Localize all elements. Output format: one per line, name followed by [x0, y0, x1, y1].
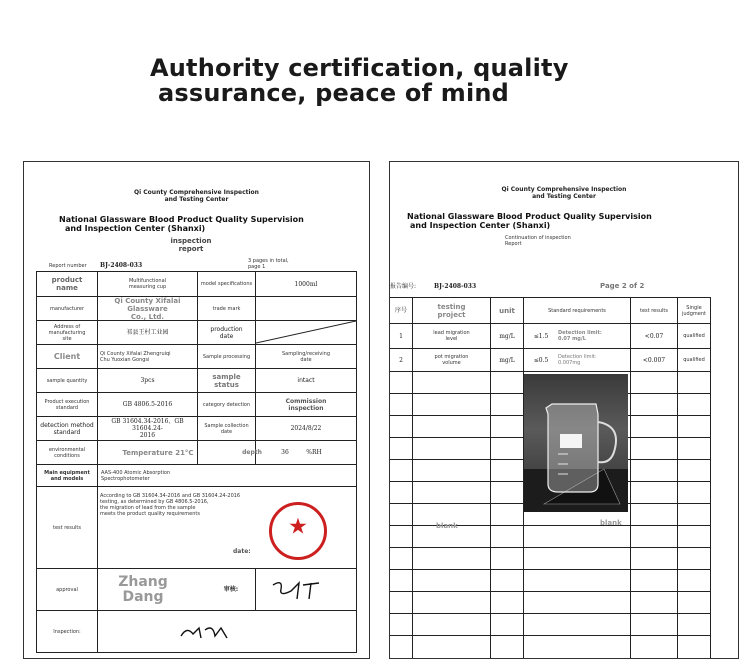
client: Qi County Xifalai Zhengruiqi Chu Yuoxian Gongsi: [100, 350, 171, 363]
model-label: model specifications: [200, 281, 253, 287]
test-results-label: test results: [53, 524, 81, 531]
col-result: test results: [640, 307, 668, 314]
humidity-label: depth: [242, 449, 262, 456]
center-title-line-2: and Inspection Center (Shanxi): [410, 221, 551, 230]
org-line-2: and Testing Center: [532, 193, 596, 200]
equipment: AAS-400 Atomic Absorption Spectrophotometer: [101, 469, 171, 482]
row-1-requirement: ≤1.5: [533, 332, 549, 340]
manufacturer-label: manufacturer: [49, 305, 85, 312]
humidity-unit: %RH: [306, 449, 322, 456]
humidity-value: 36: [281, 449, 289, 456]
org-name: [24, 189, 369, 203]
slash-mark: [256, 321, 356, 344]
sample-no-label: Sample processing: [202, 353, 251, 360]
product-standard: GB 4806.5-2016: [122, 401, 173, 408]
blank-left: blank: [436, 522, 458, 530]
product-standard-label: Product execution standard: [44, 398, 90, 411]
report-type: inspection report: [170, 237, 212, 253]
headline-line-2: assurance, peace of mind: [158, 79, 510, 107]
col-no: 序号: [394, 307, 407, 314]
inspection-label: Inspection:: [53, 628, 81, 635]
row-2-no: 2: [399, 356, 403, 364]
equipment-label: Main equipment and models: [44, 469, 90, 482]
production-date-label: production date: [210, 325, 243, 340]
reviewer-signature: [269, 577, 329, 602]
center-title-line-1: National Glassware Blood Product Quality Supervision: [407, 212, 652, 221]
category-label: category detection: [202, 401, 251, 408]
row-1-unit: mg/L: [499, 332, 515, 340]
row-2-item: pot migration volume: [434, 354, 469, 366]
col-requirement: Standard requirements: [548, 307, 606, 314]
page-indicator: Page 2 of 2: [600, 282, 645, 290]
collection-date-label: Sample collection date: [204, 422, 249, 435]
official-seal: ★: [269, 502, 327, 560]
environment-label: environmental conditions: [48, 446, 86, 459]
center-title-line-2: and Inspection Center (Shanxi): [65, 224, 206, 233]
inspection-report-page-2: [389, 161, 739, 659]
row-2-result: <0.007: [642, 356, 666, 364]
sample-status: intact: [297, 377, 315, 384]
category: Commission inspection: [285, 397, 327, 412]
org-line-1: Qi County Comprehensive Inspection: [134, 189, 259, 196]
quantity-label: sample quantity: [46, 377, 88, 384]
row-2-judgment: qualified: [683, 357, 705, 363]
headline-line-1: Authority certification, quality: [150, 54, 569, 82]
blank-right: blank: [600, 519, 622, 527]
trademark-label: trade mark: [212, 305, 241, 312]
site-address: 祁县王村工业园: [126, 329, 169, 336]
col-unit: unit: [499, 306, 515, 315]
continuation-note: Continuation of inspection Report: [505, 235, 571, 247]
product-name: Multifunctional measuring cup: [128, 278, 167, 290]
client-label: Client: [53, 352, 81, 361]
detection-method: GB 31604.34-2016、GB 31604.24- 2016: [111, 418, 184, 439]
row-1-no: 1: [399, 332, 403, 340]
org-line-1: Qi County Comprehensive Inspection: [501, 186, 627, 193]
measuring-cup-illustration: [524, 374, 628, 512]
test-results-text: According to GB 31604.34-2016 and GB 31604.24-2016 testing, as determined by GB 4806.5-2016, the migration of lead from the sample meets the product quality requirements: [100, 493, 241, 517]
date-label: date:: [233, 548, 251, 555]
report-no: BJ-2408-033: [100, 262, 143, 269]
site-address-label: Address of manufacturing site: [48, 323, 86, 342]
org-line-2: and Testing Center: [164, 196, 229, 203]
center-title: [59, 215, 304, 233]
temperature: Temperature 21°C: [122, 448, 194, 457]
col-judgment: Single judgment: [682, 304, 706, 317]
report-no-label: Report number: [49, 263, 87, 269]
headline: [150, 56, 569, 106]
row-1-result: <0.07: [644, 332, 664, 340]
approval-label: approval: [56, 586, 78, 593]
manufacturer: Qi County Xifalai Glassware Co., Ltd.: [114, 296, 181, 321]
sample-photo: [524, 374, 628, 512]
report-table: [36, 271, 357, 653]
org-name-2: [390, 186, 738, 200]
center-title-2: [407, 212, 652, 230]
sample-status-label: sample status: [212, 372, 241, 389]
report-no-label-2: 报告编号:: [390, 283, 417, 290]
row-2-requirement: ≤0.5: [533, 356, 549, 364]
row-1-judgment: qualified: [683, 333, 705, 339]
sample-no-note: Sampling/receiving date: [281, 350, 330, 363]
center-title-line-1: National Glassware Blood Product Quality Supervision: [59, 215, 304, 224]
row-1-limit: Detection limit: 0.07 mg/L: [558, 330, 602, 342]
inspection-report-page-1: [23, 161, 370, 659]
detection-method-label: detection method standard: [40, 421, 94, 436]
row-2-unit: mg/L: [499, 356, 515, 364]
row-1-item: lead migration level: [433, 330, 470, 342]
model-value: 1000ml: [294, 280, 318, 288]
approval-name: Zhang Dang: [118, 573, 168, 605]
review-label: 审核:: [223, 586, 239, 593]
quantity: 3pcs: [140, 377, 155, 384]
report-no-2: BJ-2408-033: [434, 283, 477, 290]
inspector-signature: [177, 620, 237, 644]
results-table: [390, 297, 711, 658]
col-item: testing project: [437, 302, 466, 319]
collection-date: 2024/8/22: [290, 425, 322, 432]
product-name-label: product name: [51, 276, 83, 292]
row-2-limit: Detection limit: 0.007mg: [558, 354, 597, 366]
pages-note: 3 pages in total, page 1: [248, 258, 289, 270]
